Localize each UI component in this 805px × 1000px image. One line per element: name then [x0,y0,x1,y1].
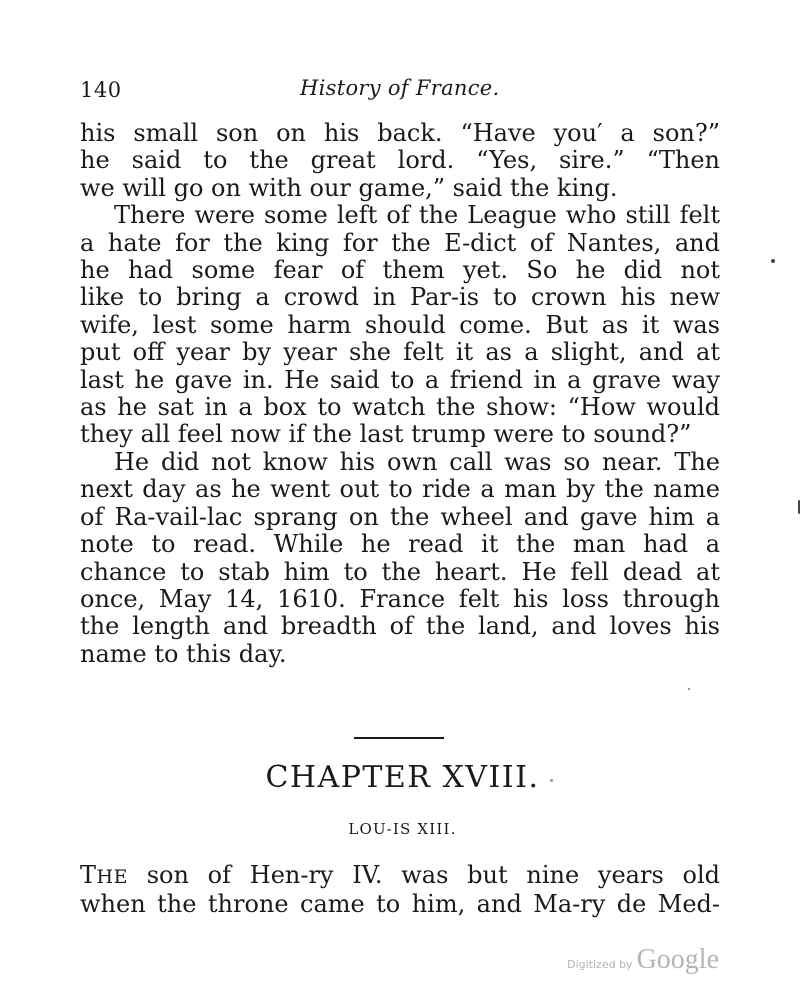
running-head: History of France. [300,76,500,100]
text-line: he had some fear of them yet. So he did not [80,256,720,285]
opening-line-rest: son of Hen-ry IV. was but nine years old [127,861,720,889]
text-line: like to bring a crowd in Par-is to crown his new [80,283,720,312]
scan-speck [771,259,775,263]
text-line: put off year by year she felt it as a slight, and at [80,338,720,367]
text-line: a hate for the king for the E-dict of Nantes, and [80,228,720,257]
text-line: he said to the great lord. “Yes, sire.” “Then [80,146,720,175]
lead-cap: T [80,861,97,889]
text-line: next day as he went out to ride a man by the name [80,475,720,504]
section-divider [354,737,444,739]
scan-speck [798,500,800,514]
text-line: when the throne came to him, and Ma-ry de Med- [80,890,720,919]
lead-smallcaps: HE [96,866,128,888]
chapter-title: CHAPTER XVIII. [265,760,540,795]
text-line: note to read. While he read it the man had a [80,530,720,559]
opening-lead [80,861,128,889]
chapter-subtitle: LOU-IS XIII. [348,820,457,838]
watermark-prefix: Digitized by [567,958,633,971]
text-line: There were some left of the League who still felt [114,201,720,230]
text-line: name to this day. [80,639,287,668]
text-line: the length and breadth of the land, and loves his [80,612,720,641]
scan-speck [550,779,553,782]
text-line: as he sat in a box to watch the show: “How would [80,393,720,422]
scan-speck [688,688,690,690]
google-logo: Google [636,944,719,975]
text-line: last he gave in. He said to a friend in a grave way [80,365,720,394]
digitization-watermark [567,944,719,976]
text-line: wife, lest some harm should come. But as it was [80,310,720,339]
text-line: He did not know his own call was so near. The [114,447,720,476]
chapter-opening [80,862,720,919]
text-line: his small son on his back. “Have you′ a son?” [80,119,720,147]
text-line [80,862,720,891]
text-line: once, May 14, 1610. France felt his loss through [80,584,720,613]
text-line: of Ra-vail-lac sprang on the wheel and gave him a [80,502,720,531]
body-text [80,120,720,668]
page-number: 140 [80,78,122,102]
text-line: they all feel now if the last trump were to sound?” [80,420,692,449]
text-line: we will go on with our game,” said the king. [80,173,618,202]
text-line: chance to stab him to the heart. He fell dead at [80,557,720,586]
